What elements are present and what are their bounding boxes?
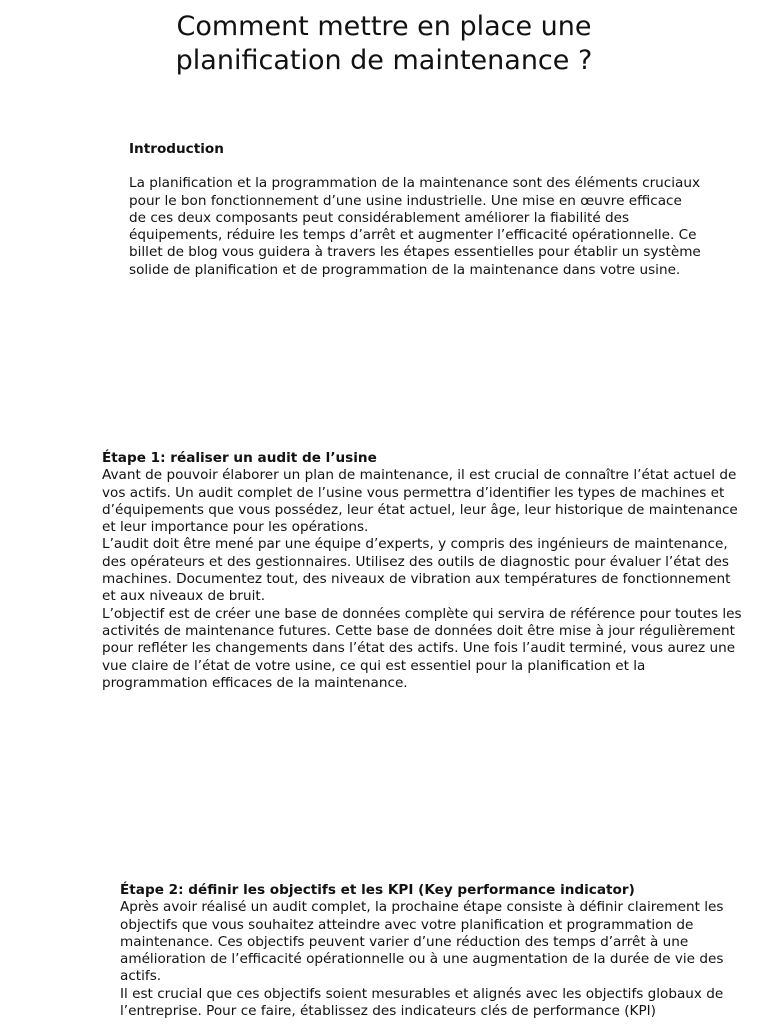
step-1-paragraph: Avant de pouvoir élaborer un plan de maintenance, il est crucial de connaître l’état actuel de vos actifs. Un audit complet de l’usine vous permettra d’identifier les types de machines et d’équipements que vous possédez, leur état actuel, leur âge, leur historique de maintenance et leur importance pour les opérations. — [102, 467, 738, 536]
step-1-paragraph: L’objectif est de créer une base de données complète qui servira de référence pour toutes les activités de maintenance futures. Cette base de données doit être mise à jour régulièrement pour refléter les changements dans l’état des actifs. Une fois l’audit terminé, vous aurez une vue claire de l’état de votre usine, ce qui est essentiel pour la planification et la programmation efficaces de la maintenance. — [102, 605, 742, 691]
step-1-paragraph: L’audit doit être mené par une équipe d’experts, y compris des ingénieurs de maintenance, des opérateurs et des gestionnaires. Utilisez des outils de diagnostic pour évaluer l’état des machines. Documentez tout, des niveaux de vibration aux températures de fonctionnement et aux niveaux de bruit. — [102, 536, 731, 605]
step-1-section — [102, 450, 748, 692]
step-2-section — [120, 882, 750, 1020]
step-1-heading: Étape 1: réaliser un audit de l’usine — [102, 450, 377, 466]
step-2-paragraph: Après avoir réalisé un audit complet, la prochaine étape consiste à définir clairement les objectifs que vous souhaitez atteindre avec votre planification et programmation de maintenance. Ces objectifs peuvent varier d’une réduction des temps d’arrêt à une amélioration de l’efficacité opérationnelle ou à une augmentation de la durée de vie des actifs. — [120, 899, 724, 985]
step-2-paragraph: Il est crucial que ces objectifs soient mesurables et alignés avec les objectifs globaux de l’entreprise. Pour ce faire, établissez des indicateurs clés de performance (KPI) — [120, 985, 724, 1020]
step-2-heading: Étape 2: définir les objectifs et les KPI (Key performance indicator) — [120, 882, 635, 898]
introduction-heading: Introduction — [129, 141, 224, 157]
page-title: Comment mettre en place une planification de maintenance ? — [175, 11, 593, 76]
introduction-section — [129, 141, 701, 279]
introduction-paragraph: La planification et la programmation de la maintenance sont des éléments cruciaux pour le bon fonctionnement d’une usine industrielle. Une mise en œuvre efficace de ces deux composants peut considérablement améliorer la fiabilité des équipements, réduire les temps d’arrêt et augmenter l’efficacité opérationnelle. Ce billet de blog vous guidera à travers les étapes essentielles pour établir un système solide de planification et de programmation de la maintenance dans votre usine. — [129, 175, 701, 278]
